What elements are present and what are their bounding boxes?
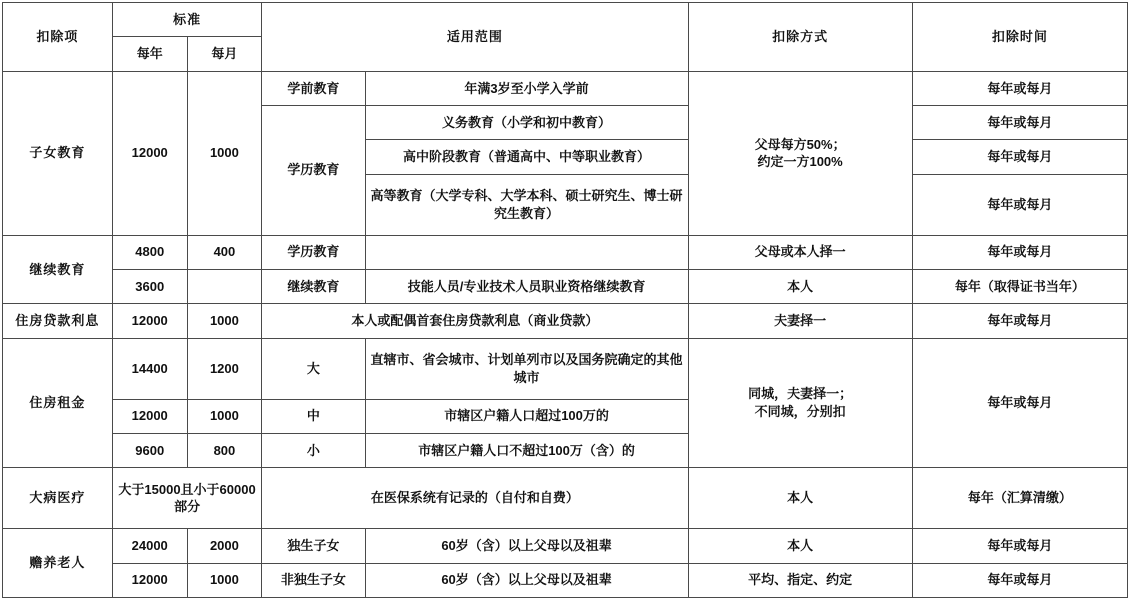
header-item: 扣除项 [3, 3, 113, 72]
children-education-time-3: 每年或每月 [912, 140, 1127, 174]
housing-rent-per-year-2: 12000 [112, 399, 187, 433]
housing-rent-per-year-3: 9600 [112, 433, 187, 467]
table-row [3, 235, 1128, 269]
continuing-education-per-month-1: 400 [187, 235, 262, 269]
housing-rent-per-year-1: 14400 [112, 338, 187, 399]
continuing-education-time-2: 每年（取得证书当年） [912, 269, 1127, 303]
continuing-education-per-month-2 [187, 269, 262, 303]
children-education-per-month: 1000 [187, 71, 262, 235]
serious-illness-time: 每年（汇算清缴） [912, 468, 1127, 529]
special-deduction-table [2, 2, 1128, 598]
elderly-support-per-year-2: 12000 [112, 563, 187, 597]
housing-rent-scope-text-2: 市辖区户籍人口超过100万的 [365, 399, 688, 433]
continuing-education-scope-type-2: 继续教育 [262, 269, 365, 303]
serious-illness-scope-text: 在医保系统有记录的（自付和自费） [262, 468, 688, 529]
table-row [3, 468, 1128, 529]
housing-loan-method: 夫妻择一 [688, 304, 912, 338]
continuing-education-per-year-2: 3600 [112, 269, 187, 303]
elderly-support-scope-type-1: 独生子女 [262, 529, 365, 563]
table-row [3, 529, 1128, 563]
header-standard-per-month: 每月 [187, 37, 262, 71]
elderly-support-per-year-1: 24000 [112, 529, 187, 563]
housing-loan-per-year: 12000 [112, 304, 187, 338]
elderly-support-per-month-2: 1000 [187, 563, 262, 597]
children-education-method-line2: 约定一方100% [757, 154, 843, 170]
elderly-support-scope-text-1: 60岁（含）以上父母以及祖辈 [365, 529, 688, 563]
continuing-education-scope-text-2: 技能人员/专业技术人员职业资格继续教育 [365, 269, 688, 303]
children-education-scope-type-preschool: 学前教育 [262, 71, 365, 105]
housing-rent-scope-type-3: 小 [262, 433, 365, 467]
housing-rent-scope-type-1: 大 [262, 338, 365, 399]
category-elderly-support: 赡养老人 [3, 529, 113, 598]
continuing-education-method-2: 本人 [688, 269, 912, 303]
housing-loan-per-month: 1000 [187, 304, 262, 338]
table-row [3, 304, 1128, 338]
continuing-education-scope-type-1: 学历教育 [262, 235, 365, 269]
continuing-education-scope-text-1 [365, 235, 688, 269]
housing-rent-scope-type-2: 中 [262, 399, 365, 433]
elderly-support-time-2: 每年或每月 [912, 563, 1127, 597]
header-standard-per-year: 每年 [112, 37, 187, 71]
housing-loan-time: 每年或每月 [912, 304, 1127, 338]
category-continuing-education: 继续教育 [3, 235, 113, 304]
continuing-education-method-1: 父母或本人择一 [688, 235, 912, 269]
children-education-scope-text-3: 高中阶段教育（普通高中、中等职业教育） [365, 140, 688, 174]
elderly-support-time-1: 每年或每月 [912, 529, 1127, 563]
header-scope: 适用范围 [262, 3, 688, 72]
housing-rent-scope-text-1: 直辖市、省会城市、计划单列市以及国务院确定的其他城市 [365, 338, 688, 399]
housing-loan-scope-text: 本人或配偶首套住房贷款利息（商业贷款） [262, 304, 688, 338]
housing-rent-method [688, 338, 912, 468]
header-standard: 标准 [112, 3, 261, 37]
housing-rent-per-month-3: 800 [187, 433, 262, 467]
elderly-support-scope-text-2: 60岁（含）以上父母以及祖辈 [365, 563, 688, 597]
category-children-education: 子女教育 [3, 71, 113, 235]
children-education-scope-type-academic: 学历教育 [262, 105, 365, 235]
housing-rent-method-line2: 不同城，分别扣 [754, 403, 846, 419]
continuing-education-time-1: 每年或每月 [912, 235, 1127, 269]
serious-illness-method: 本人 [688, 468, 912, 529]
category-serious-illness: 大病医疗 [3, 468, 113, 529]
children-education-scope-text-4: 高等教育（大学专科、大学本科、硕士研究生、博士研究生教育） [365, 174, 688, 235]
children-education-method-line1: 父母每方50%； [754, 136, 846, 152]
elderly-support-per-month-1: 2000 [187, 529, 262, 563]
serious-illness-standard: 大于15000且小于60000部分 [112, 468, 261, 529]
housing-rent-scope-text-3: 市辖区户籍人口不超过100万（含）的 [365, 433, 688, 467]
children-education-time-2: 每年或每月 [912, 105, 1127, 139]
elderly-support-scope-type-2: 非独生子女 [262, 563, 365, 597]
housing-rent-per-month-2: 1000 [187, 399, 262, 433]
continuing-education-per-year-1: 4800 [112, 235, 187, 269]
header-method: 扣除方式 [688, 3, 912, 72]
children-education-time-1: 每年或每月 [912, 71, 1127, 105]
housing-rent-per-month-1: 1200 [187, 338, 262, 399]
table-row [3, 269, 1128, 303]
table-row [3, 71, 1128, 105]
table-row [3, 563, 1128, 597]
housing-rent-time: 每年或每月 [912, 338, 1127, 468]
table-header-row-1 [3, 3, 1128, 37]
category-housing-rent: 住房租金 [3, 338, 113, 468]
header-time: 扣除时间 [912, 3, 1127, 72]
elderly-support-method-2: 平均、指定、约定 [688, 563, 912, 597]
elderly-support-method-1: 本人 [688, 529, 912, 563]
table-row [3, 338, 1128, 399]
children-education-scope-text-2: 义务教育（小学和初中教育） [365, 105, 688, 139]
category-housing-loan-interest: 住房贷款利息 [3, 304, 113, 338]
children-education-per-year: 12000 [112, 71, 187, 235]
children-education-scope-text-1: 年满3岁至小学入学前 [365, 71, 688, 105]
housing-rent-method-line1: 同城，夫妻择一； [748, 386, 853, 402]
children-education-method [688, 71, 912, 235]
children-education-time-4: 每年或每月 [912, 174, 1127, 235]
